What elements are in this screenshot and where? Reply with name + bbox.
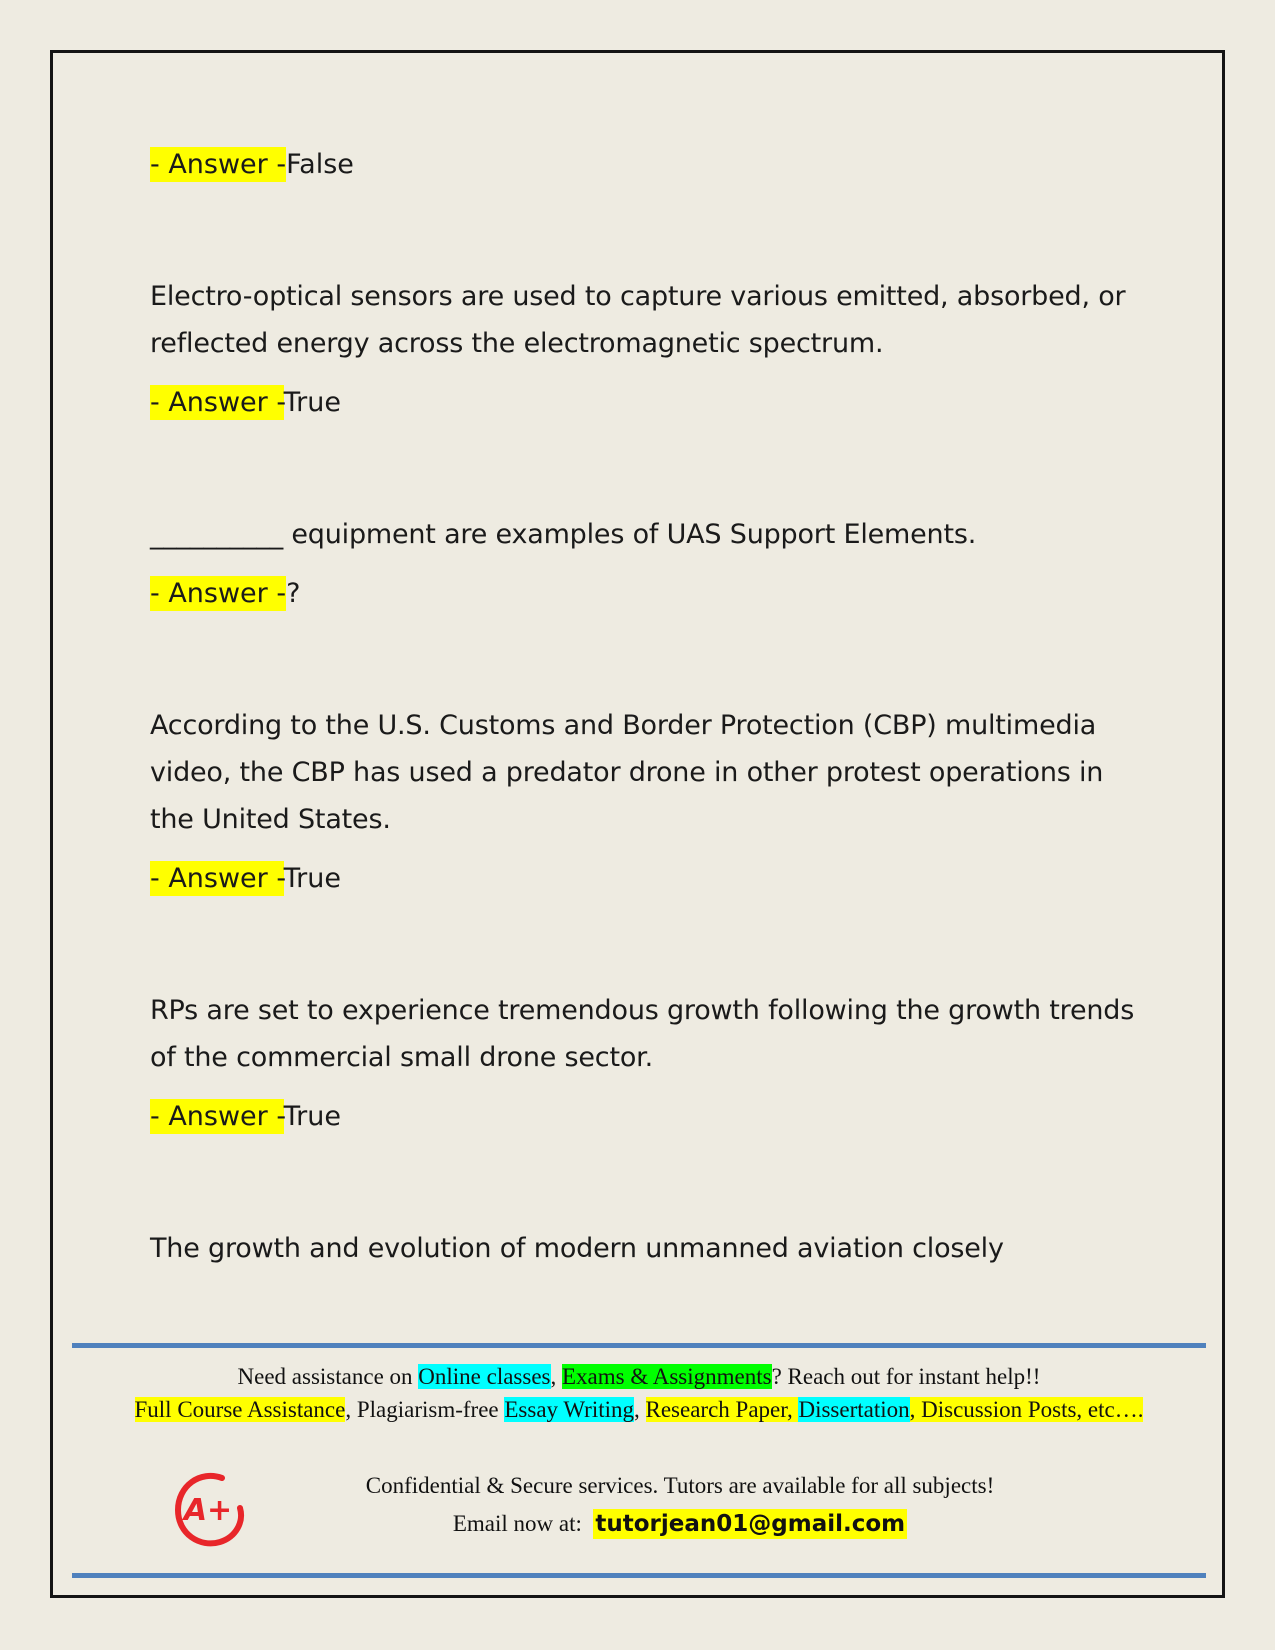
full-course-highlight: Full Course Assistance [134, 1397, 346, 1422]
answer-value: ? [286, 578, 301, 609]
footer-line-2 [72, 1393, 1206, 1426]
footer-text: , [550, 1364, 562, 1389]
footer-text: , Plagiarism-free [345, 1397, 505, 1422]
answer-label: - Answer - [150, 863, 284, 894]
answer-value: True [283, 863, 341, 894]
research-paper-highlight: Research Paper, [645, 1397, 799, 1422]
footer-text: Need assistance on [237, 1364, 419, 1389]
question-text: RPs are set to experience tremendous growth following the growth trends of the commercial small drone sector. [150, 995, 1135, 1073]
essay-writing-highlight: Essay Writing [504, 1397, 634, 1422]
dissertation-highlight: Dissertation [798, 1397, 910, 1422]
answer-line [150, 1097, 1140, 1137]
footer-top-rule [72, 1343, 1206, 1348]
answer-label: - Answer - [150, 149, 287, 180]
question-text: __________ equipment are examples of UAS Support Elements. [150, 519, 977, 550]
question-text: Electro-optical sensors are used to capture various emitted, absorbed, or reflected energy across the electromagnetic spectrum. [150, 281, 1126, 359]
email-prefix: Email now at: [452, 1511, 582, 1536]
answer-line [150, 574, 1140, 614]
confidential-line: Confidential & Secure services. Tutors are available for all subjects! [365, 1473, 995, 1498]
document-body [150, 145, 1140, 1272]
answer-line [150, 859, 1140, 899]
email-line [260, 1505, 1100, 1543]
answer-line [150, 145, 1140, 185]
a-plus-logo-icon [170, 1468, 246, 1550]
answer-line [150, 383, 1140, 423]
answer-value: True [283, 387, 341, 418]
footer-ad [72, 1360, 1206, 1426]
answer-value: True [283, 1101, 341, 1132]
footer-text: , [634, 1397, 646, 1422]
answer-label: - Answer - [150, 1101, 284, 1132]
email-address[interactable]: tutorjean01@gmail.com [595, 1511, 906, 1537]
question-text: The growth and evolution of modern unmanned aviation closely [150, 1233, 1004, 1264]
footer-text: ? Reach out for instant help!! [771, 1364, 1041, 1389]
logo-text: A+ [183, 1493, 233, 1528]
footer-bottom-rule [72, 1573, 1206, 1578]
exams-highlight: Exams & Assignments [562, 1364, 772, 1389]
answer-label: - Answer - [150, 578, 287, 609]
question-text: According to the U.S. Customs and Border Protection (CBP) multimedia video, the CBP has used a predator drone in other protest operations in the United States. [150, 710, 1104, 835]
footer-line-1 [72, 1360, 1206, 1393]
online-classes-highlight: Online classes [418, 1364, 551, 1389]
answer-label: - Answer - [150, 387, 284, 418]
footer-contact [260, 1467, 1100, 1543]
answer-value: False [286, 149, 354, 180]
discussion-posts-highlight: , Discussion Posts, etc…. [909, 1397, 1144, 1422]
